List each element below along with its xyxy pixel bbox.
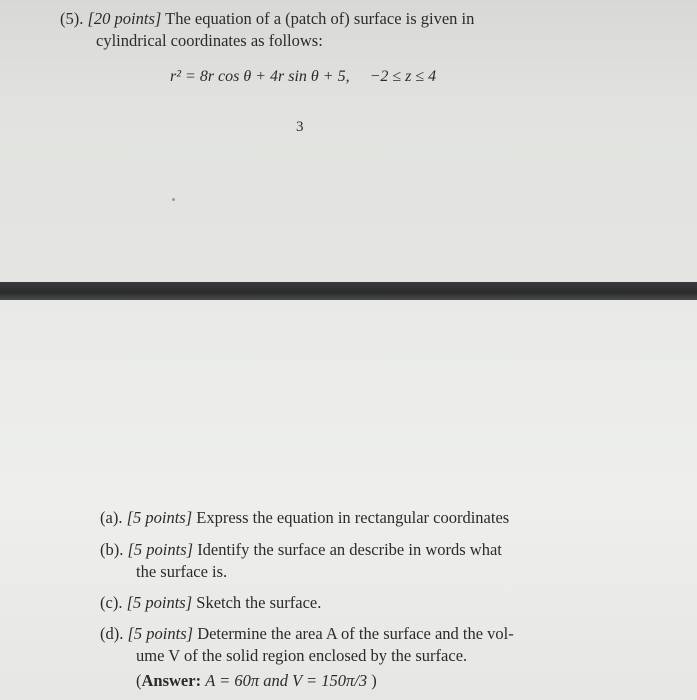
page-gutter — [0, 282, 697, 300]
problem-points: [20 points] — [87, 9, 162, 28]
problem-intro-1: The equation of a (patch of) surface is given in — [165, 9, 475, 28]
part-c-text: Sketch the surface. — [196, 593, 322, 612]
part-b-points: [5 points] — [127, 540, 194, 559]
part-c-label: (c). — [100, 593, 123, 612]
part-d-text-2: ume V of the solid region enclosed by the surface. — [136, 646, 468, 665]
part-d-label: (d). — [100, 624, 124, 643]
answer-open: ( — [136, 671, 142, 690]
part-b-label: (b). — [100, 540, 124, 559]
part-b-text-2: the surface is. — [136, 562, 228, 581]
part-a-text: Express the equation in rectangular coordinates — [196, 508, 510, 527]
part-a — [100, 507, 509, 528]
part-b — [100, 539, 502, 560]
answer-close: ) — [371, 671, 377, 690]
equation-body: r² = 8r cos θ + 4r sin θ + 5, — [170, 68, 350, 85]
part-d-text: Determine the area A of the surface and the vol- — [197, 624, 514, 643]
answer-label: Answer: — [141, 671, 202, 690]
part-c — [100, 592, 321, 613]
part-c-points: [5 points] — [126, 593, 193, 612]
answer-text: A = 60π and V = 150π/3 — [205, 671, 368, 690]
problem-number: (5). — [60, 9, 84, 28]
paper-speck — [172, 198, 175, 201]
problem-intro-2: cylindrical coordinates as follows: — [96, 31, 323, 50]
page-number: 3 — [296, 119, 304, 135]
answer-line — [136, 670, 377, 691]
part-a-points: [5 points] — [126, 508, 193, 527]
part-a-label: (a). — [100, 508, 123, 527]
part-b-text: Identify the surface an describe in words what — [197, 540, 502, 559]
equation-domain: −2 ≤ z ≤ 4 — [369, 68, 437, 85]
problem-heading — [60, 8, 474, 29]
surface-equation — [170, 66, 436, 87]
part-d-points: [5 points] — [127, 624, 194, 643]
part-d — [100, 623, 514, 644]
